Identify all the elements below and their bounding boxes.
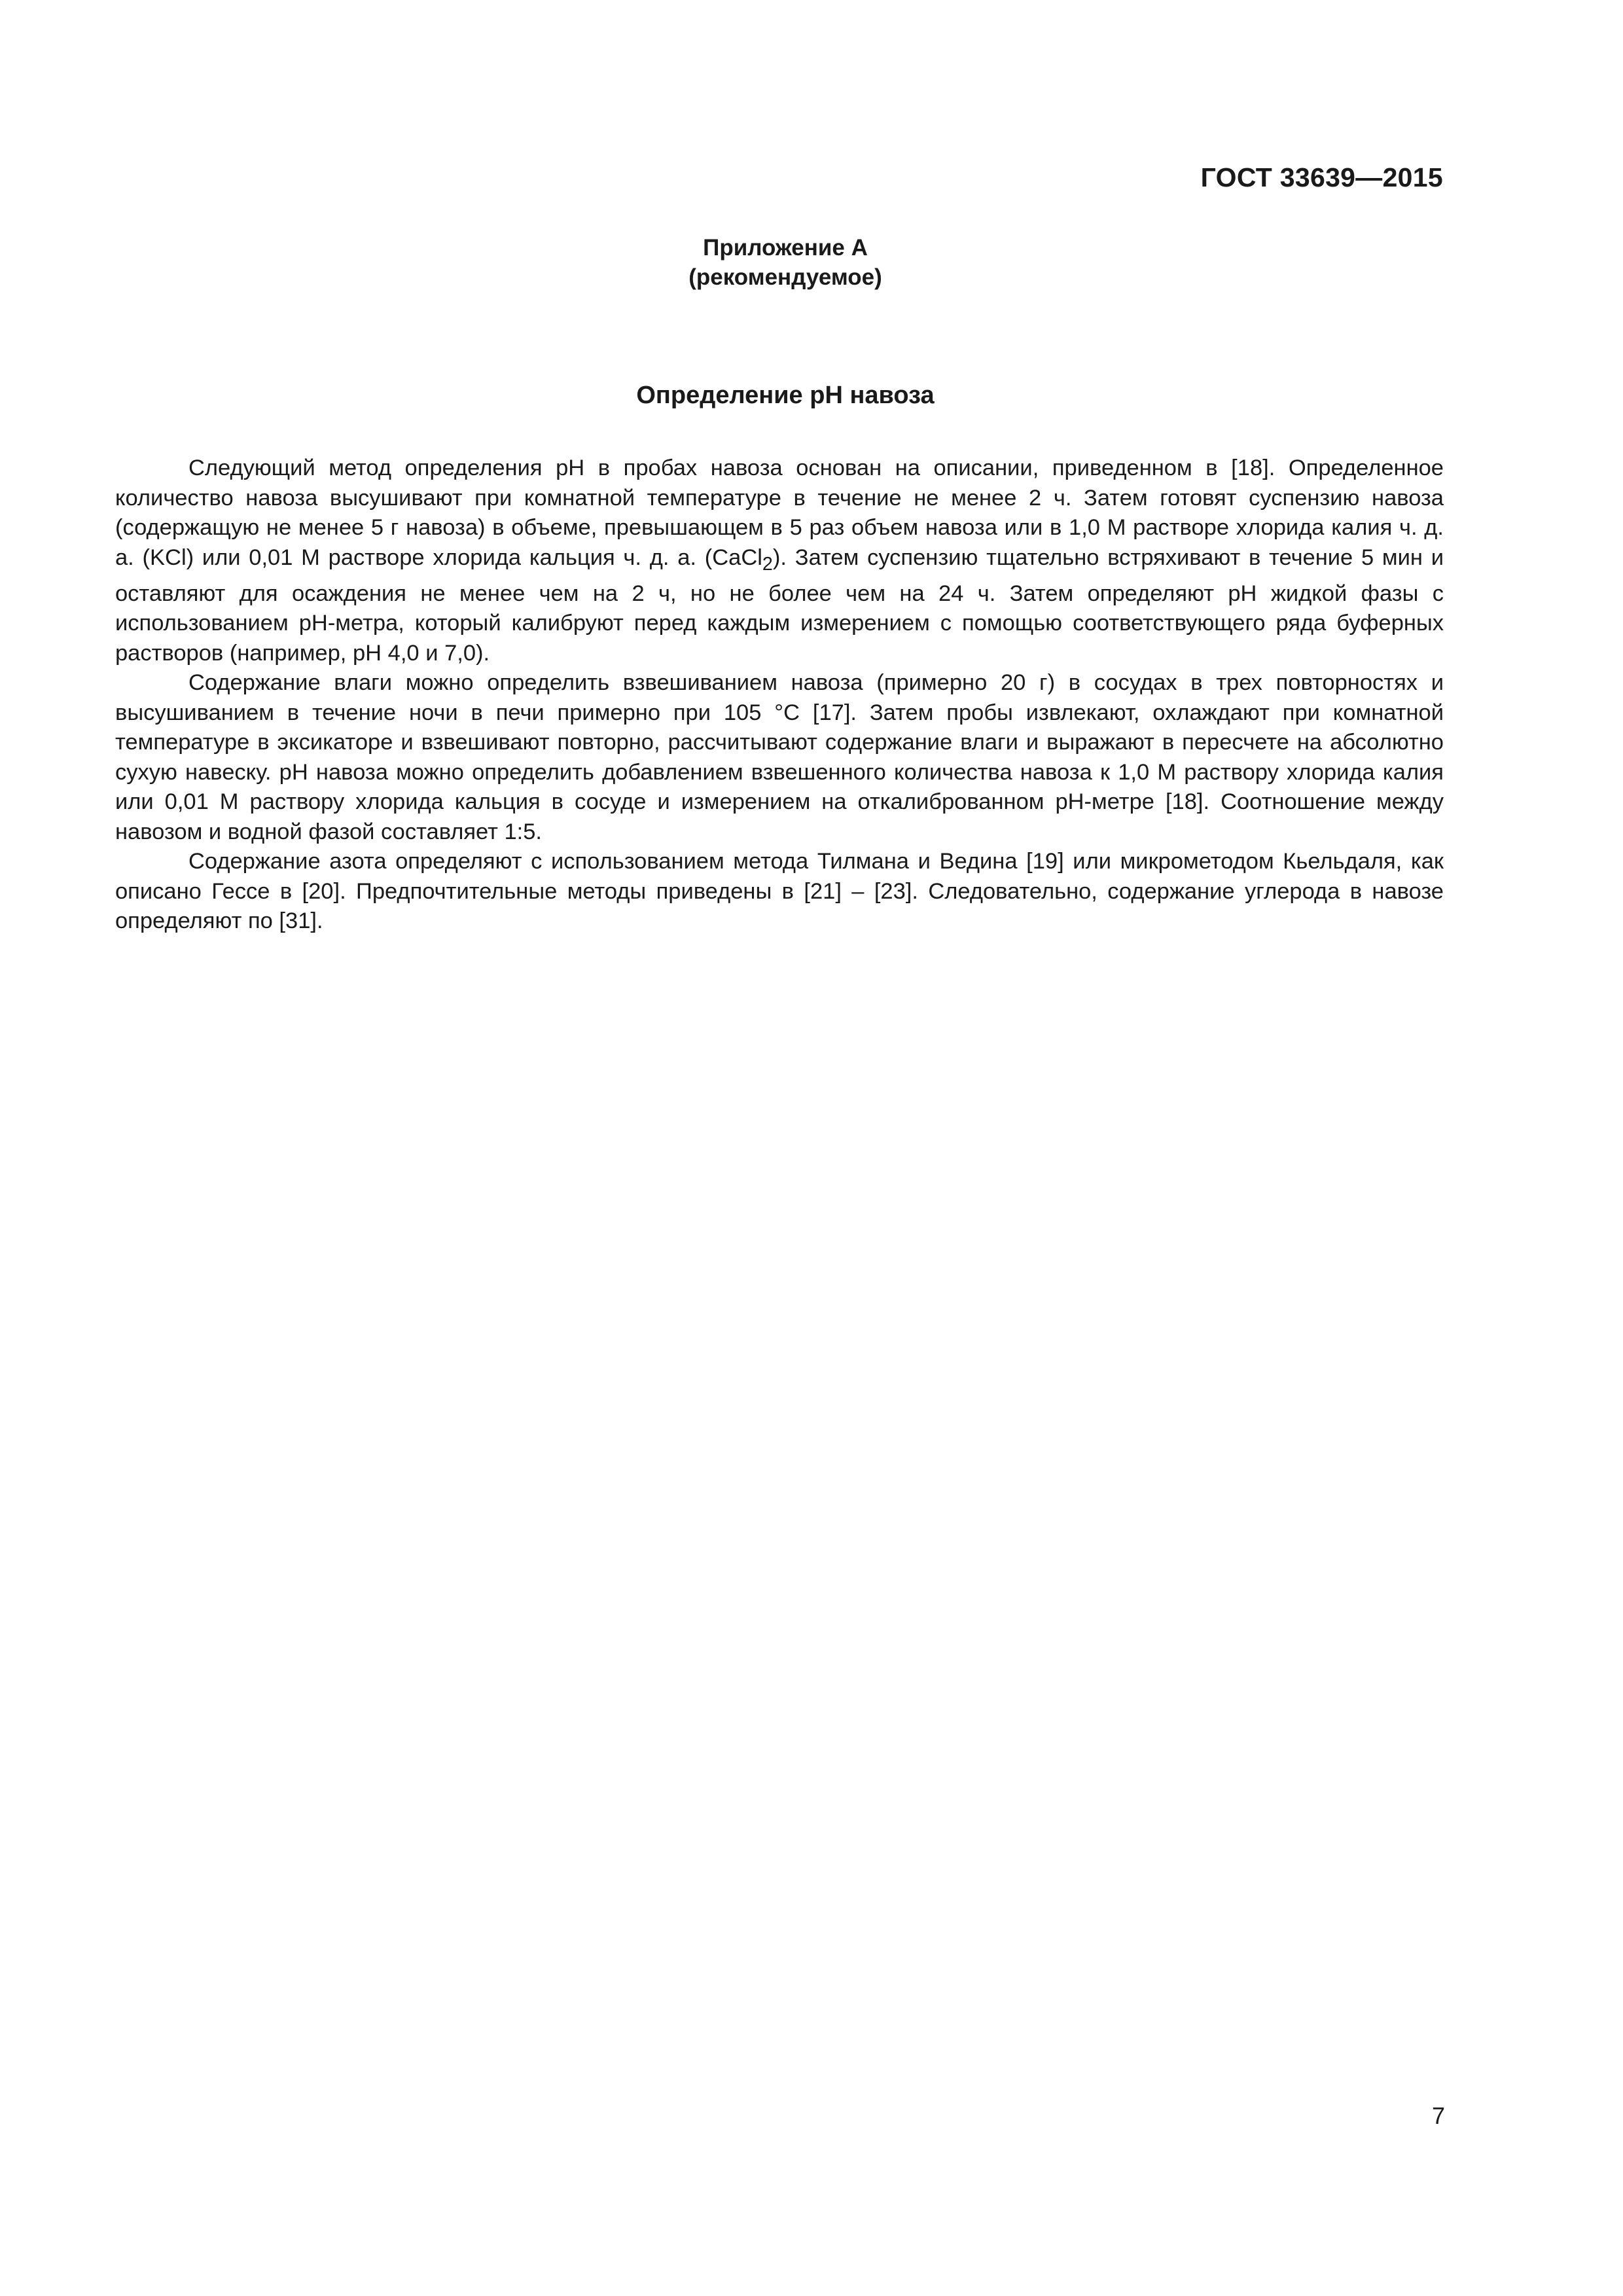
section-title: Определение рН навоза xyxy=(636,382,935,409)
page-number: 7 xyxy=(1431,2102,1445,2129)
paragraph-text: ). Затем суспензию тщательно встряхивают в течение 5 мин и оставляют для осаждения не менее чем на 2 ч, но не более чем на 24 ч. Затем определяют рН жидкой фазы с использованием рН-метра, который калибруют перед каждым измерением с помощью соответствующего ряда буферных растворов (например, рН 4,0 и 7,0). xyxy=(115,545,1444,666)
paragraph: Содержание влаги можно определить взвешиванием навоза (примерно 20 г) в сосудах в трех повторностях и высушиванием в течение ночи в печи примерно при 105 °С [17]. Затем пробы извлекают, охлаждают при комнатной температуре в эксикаторе и взвешивают повторно, рассчитывают содержание влаги и выражают в пересчете на абсолютно сухую навеску. рН навоза можно определить добавлением взвешенного количества навоза к 1,0 М раствору хлорида калия или 0,01 М раствору хлорида кальция в сосуде и измерением на откалиброванном рН-метре [18]. Соотношение между навозом и водной фазой составляет 1:5. xyxy=(115,670,1444,844)
appendix-status: (рекомендуемое) xyxy=(688,264,882,290)
document-code: ГОСТ 33639—2015 xyxy=(1200,162,1443,192)
subscript: 2 xyxy=(762,553,773,575)
paragraph-text: Следующий метод определения рН в пробах навоза основан на описании, приведенном в [18]. Определенное количество навоза высушивают при комнатной температуре в течение не менее 2 ч. Затем готовят суспензию навоза (содержащую не менее 5 г навоза) в объеме, превышающем в 5 раз объем навоза или в 1,0 М растворе хлорида калия ч. д. а. (KCl) или 0,01 М растворе хлорида кальция ч. д. а. (CaCl xyxy=(115,456,1444,570)
paragraph xyxy=(115,454,1444,668)
appendix-title: Приложение А xyxy=(703,235,868,260)
body-text xyxy=(115,454,1444,937)
appendix-heading xyxy=(0,233,1571,292)
paragraph: Содержание азота определяют с использованием метода Тилмана и Ведина [19] или микрометодом Кьельдаля, как описано Гессе в [20]. Предпочтительные методы приведены в [21] – [23]. Следовательно, содержание углерода в навозе определяют по [31]. xyxy=(115,849,1444,934)
